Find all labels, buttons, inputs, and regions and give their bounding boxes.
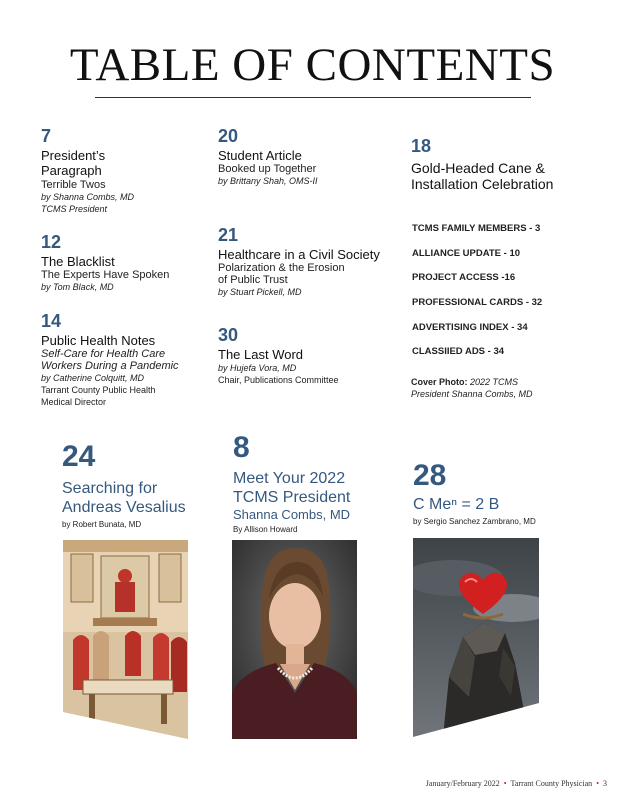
entry-title-line: The Last Word [218,347,304,362]
footer-separator: • [596,779,599,788]
feature-subtitle: Shanna Combs, MD [233,507,351,522]
entry-page-number: 7 [41,126,52,146]
entry-byline: by Shanna Combs, MD [41,192,135,202]
entry-byline: by Brittany Shah, OMS-II [218,176,318,186]
cover-photo-text: 2022 TCMS [470,377,519,387]
feature-8[interactable] [233,433,350,535]
cover-photo-credit [411,376,533,400]
feature-title-line: Meet Your 2022 [233,470,346,487]
entry-subtitle-line: Self-Care for Health Care [41,348,166,360]
feature-page-number: 28 [413,459,447,492]
entry-page-number: 20 [218,126,239,146]
entry-title-line: President’s [41,148,106,163]
footer-separator: • [503,779,507,788]
entry-subtitle-line: Workers During a Pandemic [41,360,179,372]
feature-byline: By Allison Howard [233,525,298,534]
toc-entry-7[interactable] [41,127,134,215]
entry-title-line: Public Health Notes [41,333,156,348]
entry-title-line: Paragraph [41,163,102,178]
entry-subtitle-line: of Public Trust [218,274,288,286]
cover-photo-text: President Shanna Combs, MD [411,389,533,399]
entry-subtitle-line: Polarization & the Erosion [218,262,345,274]
department-link[interactable]: ALLIANCE UPDATE - 10 [412,248,521,259]
toc-entry-14[interactable] [41,312,179,408]
entry-subtitle-line: Booked up Together [218,163,317,175]
entry-page-number: 18 [411,136,432,156]
toc-entry-20[interactable] [218,127,318,187]
feature-title-line: TCMS President [233,489,351,506]
toc-entry-30[interactable] [218,326,339,386]
entry-author-title: TCMS President [41,204,108,214]
footer-issue: January/February 2022 [425,779,500,788]
feature-24[interactable] [62,442,186,530]
entry-byline: by Stuart Pickell, MD [218,287,302,297]
department-link[interactable]: PROJECT ACCESS -16 [412,272,516,283]
feature-byline: by Robert Bunata, MD [62,520,142,529]
entry-page-number: 12 [41,232,62,252]
feature-byline: by Sergio Sanchez Zambrano, MD [413,517,536,526]
feature-28[interactable] [413,461,536,527]
feature-title-line: Searching for [62,480,158,497]
entry-title-line: Installation Celebration [411,176,554,192]
entry-byline: by Hujefa Vora, MD [218,363,297,373]
department-link[interactable]: TCMS FAMILY MEMBERS - 3 [412,223,541,234]
shanna-combs-portrait[interactable] [232,540,357,739]
entry-author-title: Chair, Publications Committee [218,375,339,385]
entry-page-number: 14 [41,311,62,331]
department-link[interactable]: PROFESSIONAL CARDS - 32 [412,297,543,308]
department-link[interactable]: ADVERTISING INDEX - 34 [412,322,528,333]
toc-entry-12[interactable] [41,233,169,293]
feature-page-number: 8 [233,431,250,464]
cover-photo-label: Cover Photo: [411,377,468,387]
entry-byline: by Tom Black, MD [41,282,114,292]
department-link[interactable]: CLASSIIED ADS - 34 [412,346,505,357]
entry-title-line: The Blacklist [41,254,115,269]
entry-author-title: Tarrant County Public Health [41,385,156,395]
entry-subtitle: The Experts Have Spoken [41,269,170,281]
page-footer [426,779,607,788]
toc-entry-21[interactable] [218,226,380,298]
vesalius-illustration[interactable] [63,540,188,739]
feature-title-line: C Meⁿ = 2 B [413,496,500,513]
entry-subtitle: Terrible Twos [41,179,106,191]
footer-page-number: 3 [603,779,607,788]
footer-publication: Tarrant County Physician [510,779,593,788]
title-divider [95,97,531,98]
feature-title-line: Andreas Vesalius [62,499,186,516]
toc-entry-18[interactable] [411,137,553,192]
entry-title-line: Gold-Headed Cane & [411,160,545,176]
entry-author-title: Medical Director [41,397,107,407]
entry-page-number: 21 [218,225,239,245]
entry-page-number: 30 [218,325,239,345]
page-title: TABLE OF CONTENTS [69,39,556,91]
entry-title-line: Student Article [218,148,302,163]
entry-title-line: Healthcare in a Civil Society [218,247,380,262]
feature-page-number: 24 [62,440,96,473]
heart-on-rock-image[interactable] [413,538,539,737]
entry-byline: by Catherine Colquitt, MD [41,373,145,383]
